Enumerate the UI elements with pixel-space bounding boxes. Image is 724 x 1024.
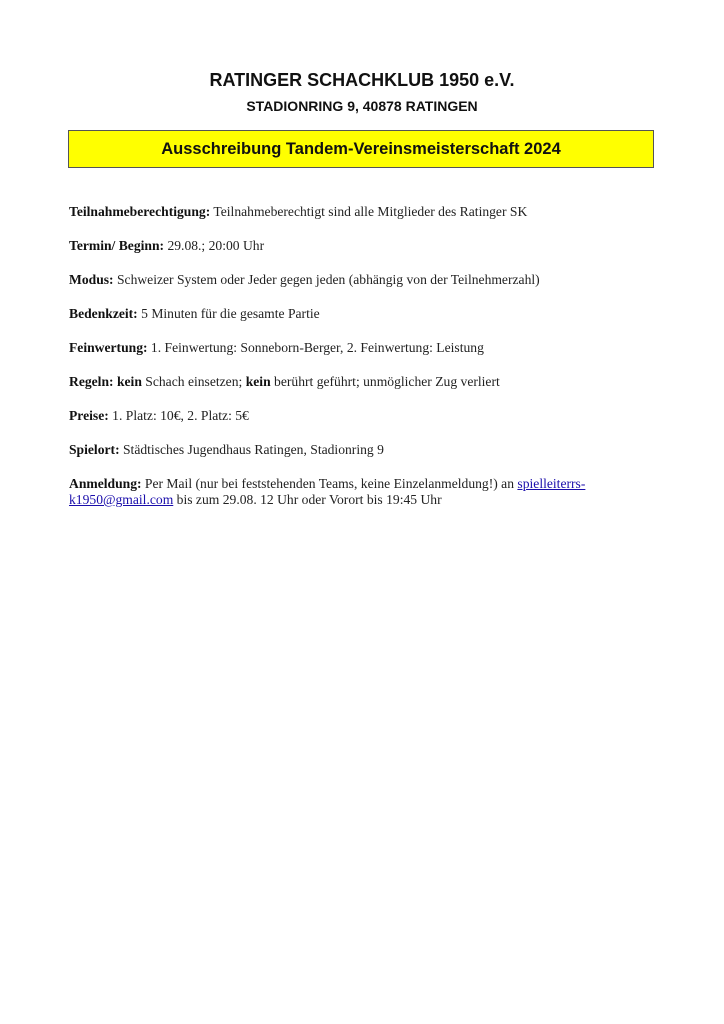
time-control-line <box>69 306 659 322</box>
tiebreak-line <box>69 340 659 356</box>
email-link-part-1[interactable]: spielleiterrs- <box>517 476 586 491</box>
club-address: STADIONRING 9, 40878 RATINGEN <box>246 98 478 114</box>
registration-label: Anmeldung: <box>69 476 142 491</box>
title-banner <box>68 130 654 168</box>
date-line <box>69 238 659 254</box>
registration-line <box>69 476 659 508</box>
date-text: 29.08.; 20:00 Uhr <box>164 238 265 253</box>
rules-text-2: berührt geführt; unmöglicher Zug verliert <box>270 374 500 389</box>
document-header <box>0 68 724 116</box>
mode-line <box>69 272 659 288</box>
tiebreak-label: Feinwertung: <box>69 340 148 355</box>
venue-line <box>69 442 659 458</box>
prizes-line <box>69 408 659 424</box>
time-control-label: Bedenkzeit: <box>69 306 138 321</box>
venue-label: Spielort: <box>69 442 120 457</box>
venue-text: Städtisches Jugendhaus Ratingen, Stadionring 9 <box>119 442 384 457</box>
announcement-body <box>69 204 659 526</box>
prizes-label: Preise: <box>69 408 109 423</box>
registration-text: Per Mail (nur bei feststehenden Teams, keine Einzelanmeldung!) an <box>141 476 518 491</box>
prizes-text: 1. Platz: 10€, 2. Platz: 5€ <box>108 408 249 423</box>
banner-title: Ausschreibung Tandem-Vereinsmeisterschaft 2024 <box>161 139 561 158</box>
registration-deadline-text: bis zum 29.08. 12 Uhr oder Vorort bis 19:45 Uhr <box>173 492 442 507</box>
rules-label: Regeln: <box>69 374 114 389</box>
rules-line <box>69 374 659 390</box>
eligibility-text: Teilnahmeberechtigt sind alle Mitglieder des Ratinger SK <box>210 204 528 219</box>
mode-label: Modus: <box>69 272 114 287</box>
club-name: RATINGER SCHACHKLUB 1950 e.V. <box>209 70 515 90</box>
tiebreak-text: 1. Feinwertung: Sonneborn-Berger, 2. Feinwertung: Leistung <box>147 340 484 355</box>
eligibility-label: Teilnahmeberechtigung: <box>69 204 211 219</box>
mode-text: Schweizer System oder Jeder gegen jeden (abhängig von der Teilnehmerzahl) <box>113 272 540 287</box>
rules-keyword-1: kein <box>116 374 142 389</box>
time-control-text: 5 Minuten für die gesamte Partie <box>137 306 320 321</box>
date-label: Termin/ Beginn: <box>69 238 165 253</box>
email-link-part-2[interactable]: k1950@gmail.com <box>69 492 174 507</box>
eligibility-line <box>69 204 659 220</box>
rules-text-1: Schach einsetzen; <box>141 374 246 389</box>
rules-keyword-2: kein <box>245 374 271 389</box>
